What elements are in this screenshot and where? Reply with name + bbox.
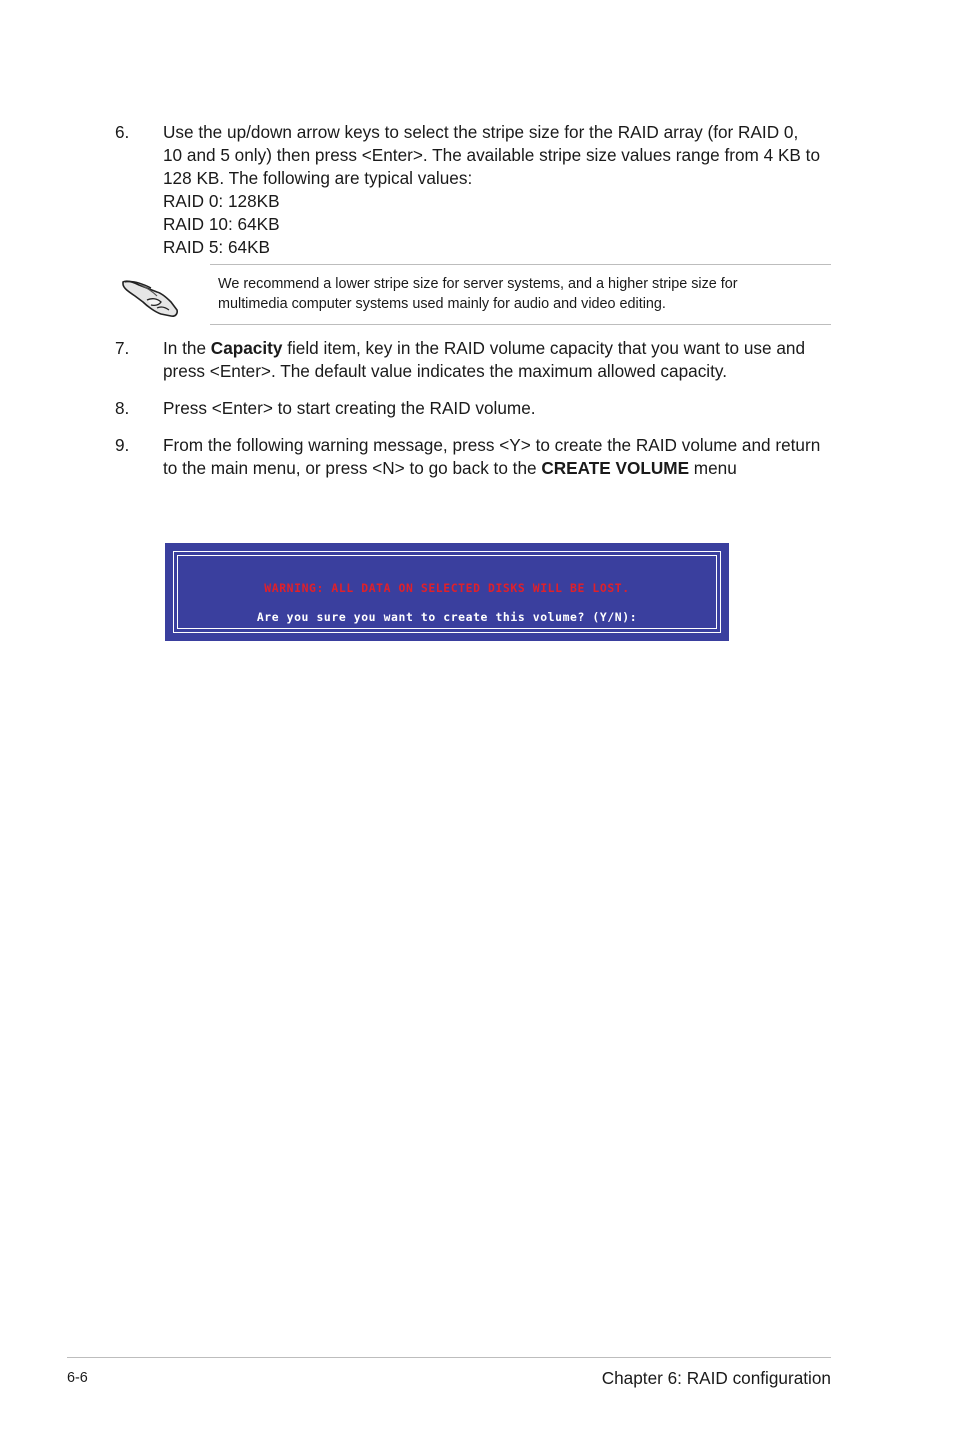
step-text-line: Press <Enter> to start creating the RAID volume. [163,398,536,418]
dialog-inner-frame [177,555,717,629]
step-text-line: 128 KB. The following are typical values: [163,168,473,188]
note-bottom-rule [210,324,831,325]
step-8 [115,397,835,420]
step-number: 7. [115,338,130,358]
step-text-line: Use the up/down arrow keys to select the stripe size for the RAID array (for RAID 0, [163,122,799,142]
step-6 [115,121,835,259]
step-text-line: press <Enter>. The default value indicates the maximum allowed capacity. [163,361,727,381]
step-9 [115,434,835,480]
step-text-line: In the Capacity field item, key in the RAID volume capacity that you want to use and [163,338,806,358]
confirm-create-prompt: Are you sure you want to create this volume? (Y/N): [256,610,638,624]
chapter-title: Chapter 6: RAID configuration [601,1368,831,1388]
raid-0-value: RAID 0: 128KB [163,191,280,211]
step-text-line: 10 and 5 only) then press <Enter>. The available stripe size values range from 4 KB to [163,145,821,165]
step-7 [115,337,835,383]
step-text-line: to the main menu, or press <N> to go back to the CREATE VOLUME menu [163,458,737,478]
note-line: multimedia computer systems used mainly for audio and video editing. [218,296,666,312]
data-loss-warning: WARNING: ALL DATA ON SELECTED DISKS WILL BE LOST. [264,581,630,595]
dialog-frame [173,551,721,633]
create-volume-term: CREATE VOLUME [541,458,690,478]
raid-warning-dialog [165,543,729,641]
note-text [218,274,828,314]
step-number: 8. [115,398,130,418]
step-number: 9. [115,435,130,455]
raid-5-value: RAID 5: 64KB [163,237,270,257]
raid-10-value: RAID 10: 64KB [163,214,280,234]
footer-rule [67,1357,831,1358]
note-line: We recommend a lower stripe size for server systems, and a higher stripe size for [218,276,738,292]
capacity-term: Capacity [210,338,283,358]
pointing-hand-icon [117,272,181,320]
page-number: 6-6 [67,1370,88,1386]
note-top-rule [210,264,831,265]
step-number: 6. [115,122,130,142]
step-text-line: From the following warning message, press <Y> to create the RAID volume and return [163,435,821,455]
